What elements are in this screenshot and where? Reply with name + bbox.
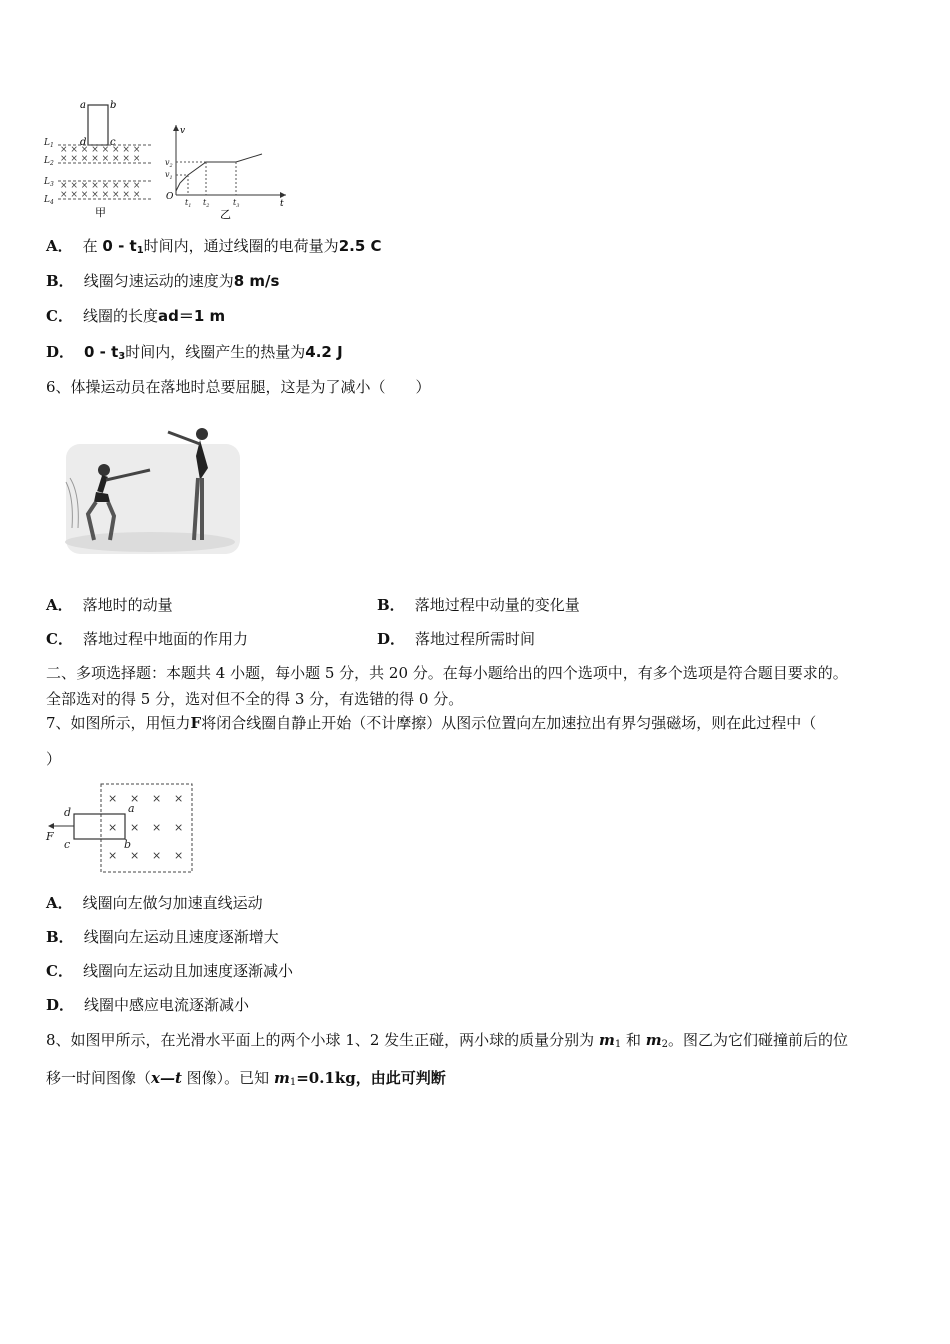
q6-stem: 6、体操运动员在落地时总要屈腿，这是为了减小（ ） (46, 378, 431, 396)
svg-text:×: × (152, 792, 162, 805)
q5-option-a[interactable]: A． 在 $0 - t_1$时间内，通过线圈的电荷量为2.5 C (46, 237, 382, 256)
label-b: b (110, 100, 117, 111)
option-letter: B． (46, 272, 74, 290)
label-c: c (64, 838, 71, 851)
svg-text:×: × (130, 792, 140, 805)
q8-stem-line-2: 移一时间图像（x—t 图像）。已知 $m_1=0.1kg$，由此可判断 (46, 1069, 446, 1088)
label-L4: $L_4$ (44, 195, 54, 206)
field-crosses (108, 792, 183, 862)
svg-text:×: × (108, 792, 118, 805)
label-v1: $v_1$ (165, 170, 173, 181)
q8-stem-line-1: 8、如图甲所示，在光滑水平面上的两个小球 1、2 发生正碰，两小球的质量分别为 $m_1$ 和 $m_2$。图乙为它们碰撞前后的位 (46, 1031, 849, 1050)
section-2-instructions-line-2: 全部选对的得 5 分，选对但不全的得 3 分，有选错的得 0 分。 (46, 690, 464, 708)
q7-option-c[interactable]: C． 线圈向左运动且加速度逐渐减小 (46, 962, 293, 980)
option-letter: A． (46, 894, 73, 912)
svg-text:× × × × × × × ×: × × × × × × × × (60, 154, 141, 164)
axis-v: v (180, 126, 186, 136)
q6-option-b[interactable]: B． 落地过程中动量的变化量 (377, 596, 580, 614)
q7-stem-end: ） (46, 750, 62, 768)
label-d: d (64, 806, 72, 819)
q7-figure (44, 782, 199, 874)
label-c: c (110, 137, 116, 148)
svg-text:×: × (174, 821, 184, 834)
label-t2: $t_2$ (203, 198, 210, 209)
section-2-instructions-line-1: 二、多项选择题：本题共 4 小题，每小题 5 分，共 20 分。在每小题给出的四个选项中，有多个选项是符合题目要求的。 (46, 664, 848, 682)
caption-jia: 甲 (95, 206, 106, 219)
option-letter: D． (46, 343, 75, 361)
svg-text:×: × (152, 849, 162, 862)
label-L1: $L_1$ (44, 138, 54, 149)
q5-option-b[interactable]: B． 线圈匀速运动的速度为8 m/s (46, 272, 280, 290)
q5-option-d[interactable]: D． $0 - t_3$时间内，线圈产生的热量为4.2 J (46, 343, 343, 362)
label-a: a (128, 802, 135, 815)
q7-option-b[interactable]: B． 线圈向左运动且速度逐渐增大 (46, 928, 279, 946)
option-letter: B． (377, 596, 405, 614)
q6-option-c[interactable]: C． 落地过程中地面的作用力 (46, 630, 248, 648)
label-b: b (124, 838, 132, 851)
svg-text:×: × (152, 821, 162, 834)
label-d: d (80, 137, 87, 148)
q5-option-c[interactable]: C． 线圈的长度ad＝1 m (46, 307, 226, 325)
label-L3: $L_3$ (44, 177, 54, 188)
label-L2: $L_2$ (44, 156, 54, 167)
option-letter: A． (46, 596, 73, 614)
label-v2: $v_2$ (165, 158, 173, 169)
coil-rectangle (88, 105, 108, 145)
label-t1: $t_1$ (185, 198, 192, 209)
svg-text:×: × (130, 821, 140, 834)
q7-option-d[interactable]: D． 线圈中感应电流逐渐减小 (46, 996, 250, 1014)
option-letter: C． (46, 962, 73, 980)
label-a: a (80, 100, 86, 111)
svg-text:× × × × × × × ×: × × × × × × × × (60, 190, 141, 200)
option-letter: C． (46, 307, 73, 325)
svg-text:×: × (108, 849, 118, 862)
q7-option-a[interactable]: A． 线圈向左做匀加速直线运动 (46, 894, 263, 912)
vt-curve (176, 154, 262, 191)
option-letter: C． (46, 630, 73, 648)
origin-O: O (166, 192, 174, 202)
gymnast-illustration (60, 418, 242, 556)
axis-t: t (280, 199, 284, 209)
svg-text:×: × (174, 792, 184, 805)
label-t3: $t_3$ (233, 198, 240, 209)
svg-text:× × × × × × × ×: × × × × × × × × (60, 145, 141, 155)
svg-text:× × × × × × × ×: × × × × × × × × (60, 181, 141, 191)
q7-stem: 7、如图所示，用恒力F将闭合线圈自静止开始（不计摩擦）从图示位置向左加速拉出有界匀强磁场，则在此过程中（ (46, 714, 817, 732)
option-letter: D． (377, 630, 406, 648)
svg-text:×: × (174, 849, 184, 862)
coil-rectangle (74, 814, 125, 839)
svg-text:×: × (130, 849, 140, 862)
caption-yi: 乙 (220, 208, 231, 221)
q5-figure (40, 95, 300, 225)
q6-option-a[interactable]: A． 落地时的动量 (46, 596, 173, 614)
label-F: F (46, 830, 54, 843)
option-letter: B． (46, 928, 74, 946)
option-letter: A． (46, 237, 73, 255)
option-letter: D． (46, 996, 75, 1014)
svg-text:×: × (108, 821, 118, 834)
q6-option-d[interactable]: D． 落地过程所需时间 (377, 630, 536, 648)
